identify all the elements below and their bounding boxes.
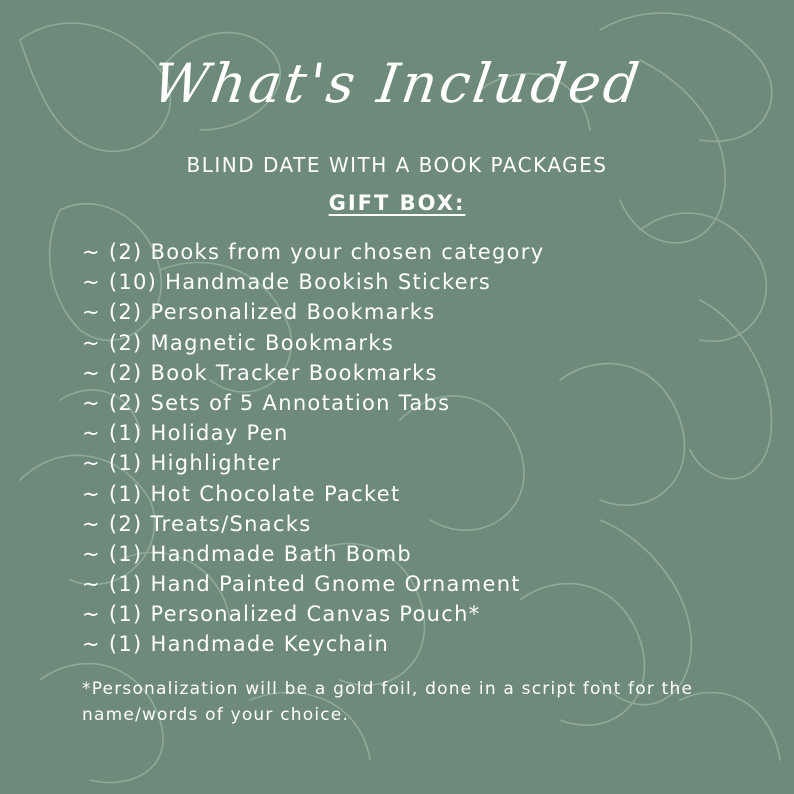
list-item: ~ (1) Hand Painted Gnome Ornament (82, 572, 521, 597)
list-item: ~ (1) Highlighter (82, 451, 282, 476)
list-item: ~ (2) Treats/Snacks (82, 511, 312, 536)
list-item: ~ (2) Book Tracker Bookmarks (82, 360, 438, 385)
list-item: ~ (2) Sets of 5 Annotation Tabs (82, 390, 451, 415)
page-title: What's Included (148, 52, 646, 115)
list-item: ~ (10) Handmade Bookish Stickers (82, 270, 492, 295)
list-item: ~ (1) Personalized Canvas Pouch* (82, 602, 481, 627)
list-item: ~ (2) Books from your chosen category (82, 240, 545, 264)
gift-box-heading: GIFT BOX: (328, 191, 466, 215)
list-item: ~ (1) Handmade Bath Bomb (82, 541, 412, 566)
list-item: ~ (1) Holiday Pen (82, 421, 289, 446)
included-items-list (82, 237, 544, 660)
list-item: ~ (1) Handmade Keychain (82, 632, 390, 657)
list-item: ~ (2) Magnetic Bookmarks (82, 330, 395, 355)
list-item: ~ (1) Hot Chocolate Packet (82, 481, 401, 506)
package-subtitle: BLIND DATE WITH A BOOK PACKAGES (186, 153, 608, 177)
personalization-footnote: *Personalization will be a gold foil, done in a script font for the name/words of your choice. (82, 679, 694, 725)
list-item: ~ (2) Personalized Bookmarks (82, 300, 436, 325)
